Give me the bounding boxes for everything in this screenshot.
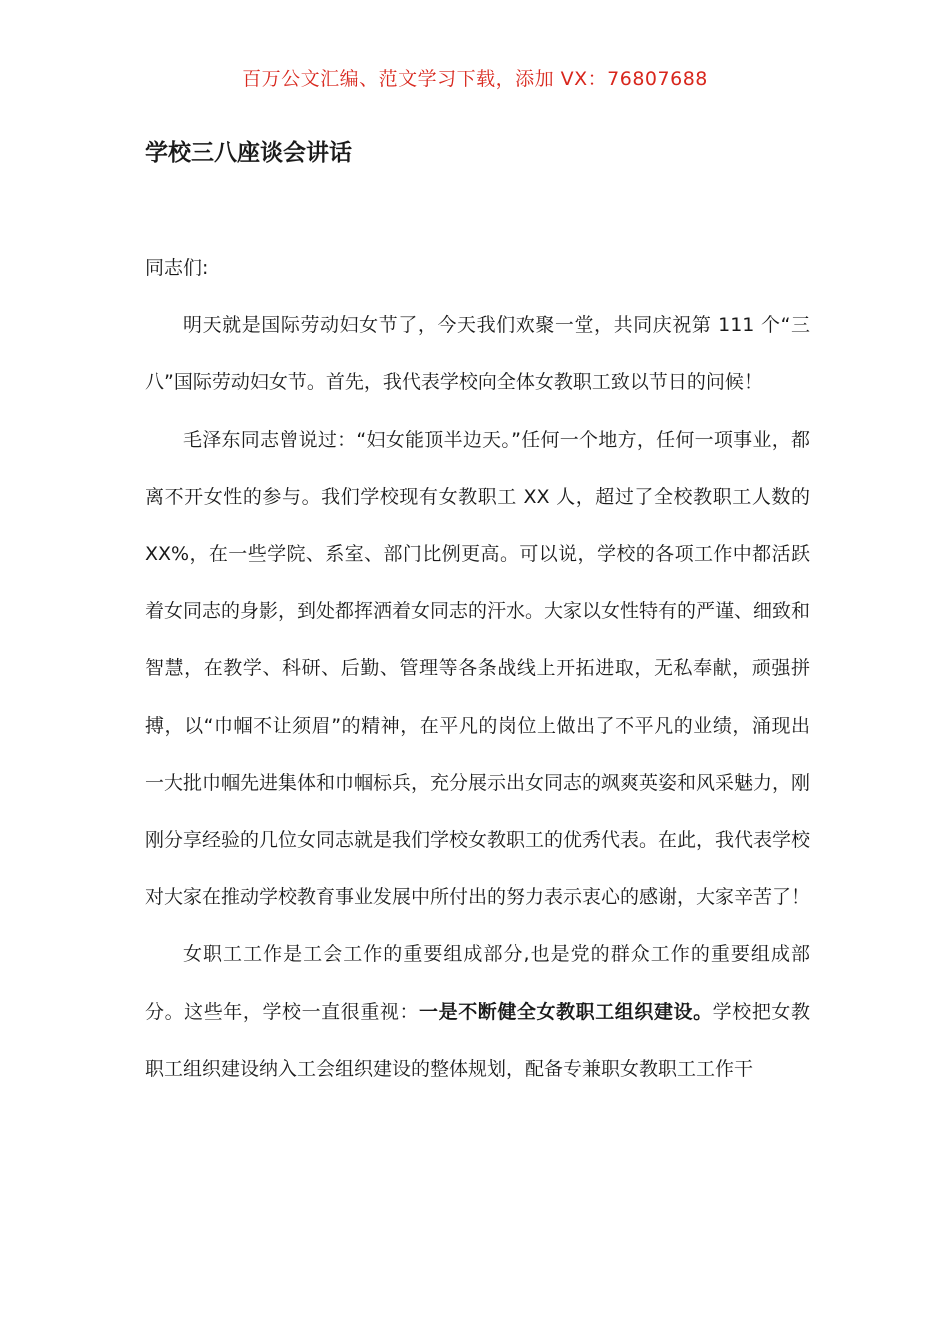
document-body [145, 240, 810, 1098]
paragraph-3-bold-point: 一是不断健全女教职工组织建设。 [419, 1000, 713, 1023]
salutation: 同志们: [145, 257, 209, 279]
paragraph-3-continuation: 学校把女教职工组织建设纳入工会组织建设的整体规划，配备专兼职女教职工工作干 [145, 1000, 810, 1080]
source-banner: 百万公文汇编、范文学习下载，添加 VX：76807688 [242, 68, 708, 90]
paragraph-1: 明天就是国际劳动妇女节了，今天我们欢聚一堂，共同庆祝第 111 个“三八”国际劳动妇女节。首先，我代表学校向全体女教职工致以节日的问候！ [145, 314, 810, 394]
paragraph-3-intro: 女职工工作是工会工作的重要组成部分,也是党的群众工作的重要组成部分。这些年，学校一直很重视： [145, 943, 810, 1023]
paragraph-2: 毛泽东同志曾说过：“妇女能顶半边天。”任何一个地方，任何一项事业，都离不开女性的参与。我们学校现有女教职工 XX 人，超过了全校教职工人数的 XX%，在一些学院、系室、部门比例更高。可以说，学校的各项工作中都活跃着女同志的身影，到处都挥洒着女同志的汗水。大家以女性特有的严谨、细致和智慧，在教学、科研、后勤、管理等各条战线上开拓进取，无私奉献，顽强拼搏，以“巾帼不让须眉”的精神，在平凡的岗位上做出了不平凡的业绩，涌现出一大批巾帼先进集体和巾帼标兵，充分展示出女同志的飒爽英姿和风采魅力，刚刚分享经验的几位女同志就是我们学校女教职工的优秀代表。在此，我代表学校对大家在推动学校教育事业发展中所付出的努力表示衷心的感谢，大家辛苦了！ [145, 428, 811, 909]
document-title: 学校三八座谈会讲话 [145, 140, 352, 166]
paragraph-3 [145, 926, 810, 1098]
